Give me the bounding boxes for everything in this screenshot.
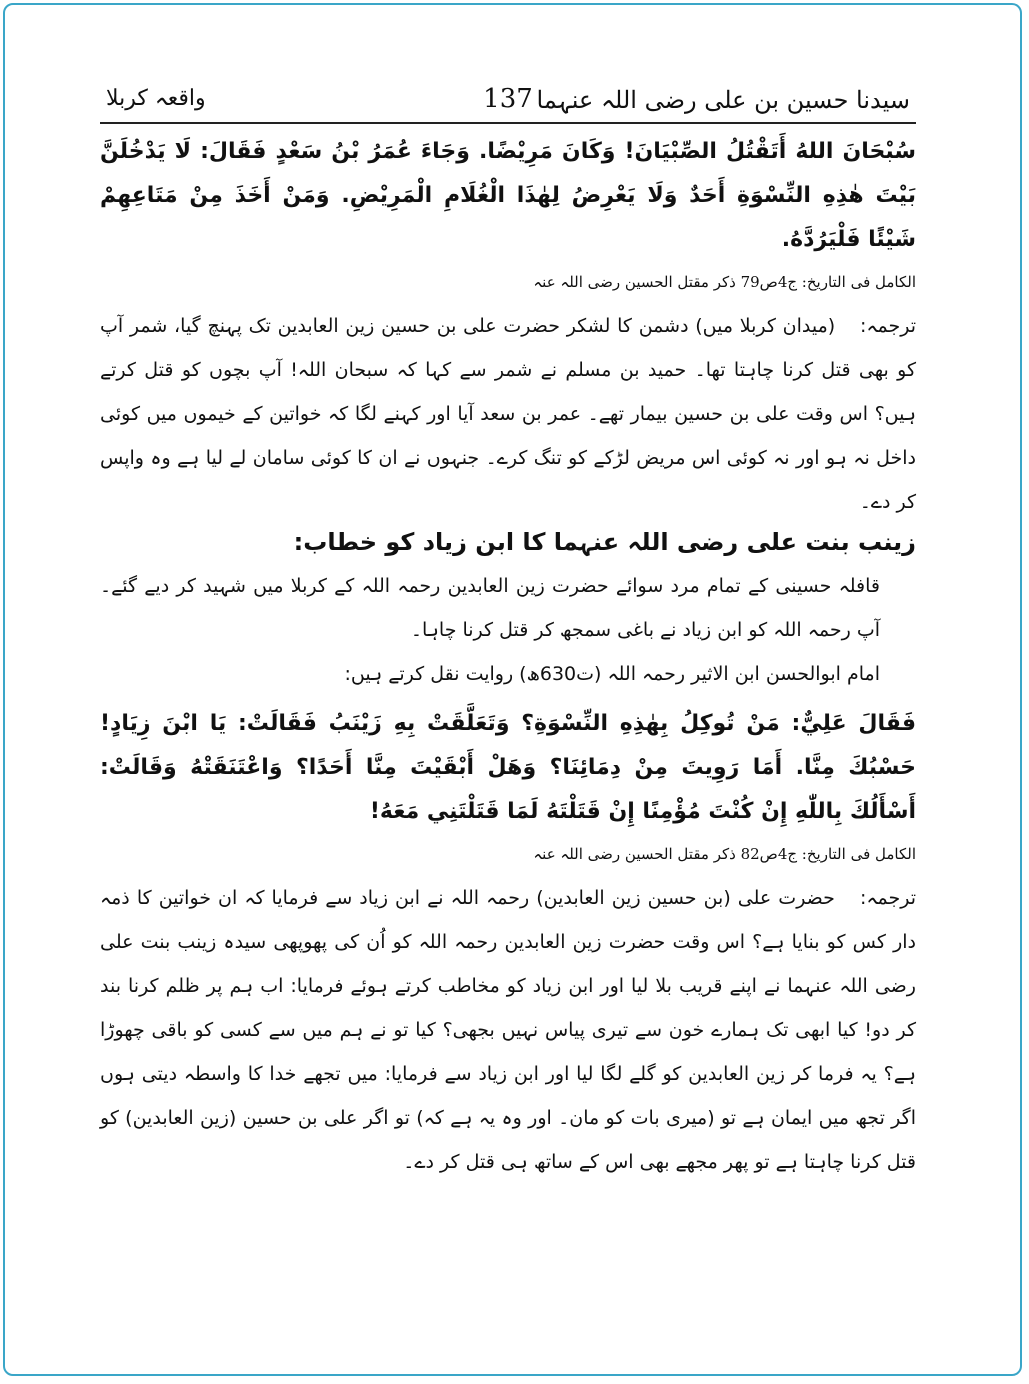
page-content bbox=[100, 80, 916, 1280]
translation-label: ترجمہ: bbox=[859, 315, 916, 337]
reference-2: الکامل فی التاریخ: ج4ص82 ذکر مقتل الحسین رضی اللہ عنہ bbox=[533, 845, 916, 863]
translation-label: ترجمہ: bbox=[859, 887, 916, 909]
running-header bbox=[100, 80, 916, 124]
translation-text: (میدان کربلا میں) دشمن کا لشکر حضرت علی بن حسین زین العابدین تک پہنچ گیا، شمر آپ کو بھی قتل کرنا چاہتا تھا۔ حمید بن مسلم نے شمر سے کہا کہ سبحان اللہ! آپ بچوں کو قتل کرتے ہیں؟ اس وقت علی بن حسین بیمار تھے۔ عمر بن سعد آیا اور کہنے لگا کہ خواتین کے خیموں میں کوئی داخل نہ ہو اور نہ کوئی اس مریض لڑکے کو تنگ کرے۔ جنہوں نے ان کا کوئی سامان لے لیا ہے وہ واپس کر دے۔ bbox=[100, 315, 916, 513]
section-heading: زینب بنت علی رضی اللہ عنہما کا ابن زیاد کو خطاب: bbox=[293, 528, 916, 556]
translation-2 bbox=[100, 876, 916, 1184]
translation-1 bbox=[100, 304, 916, 524]
paragraph-1: قافلہ حسینی کے تمام مرد سوائے حضرت زین العابدین رحمہ اللہ کے کربلا میں شہید کر دیے گئے۔ آپ رحمہ اللہ کو ابن زیاد نے باغی سمجھ کر قتل کرنا چاہا۔ bbox=[100, 575, 880, 641]
reference-1: الکامل فی التاریخ: ج4ص79 ذکر مقتل الحسین رضی اللہ عنہ bbox=[533, 273, 916, 291]
arabic-quote-1: سُبْحَانَ اللهُ أَتَقْتُلُ الصِّبْيَانَ! وَكَانَ مَرِيْضًا. وَجَاءَ عُمَرُ بْنُ سَعْدٍ فَقَالَ: لَا يَدْخُلَنَّ بَيْتَ هٰذِهِ النِّسْوَةِ أَحَدٌ وَلَا يَعْرِضُ لِهٰذَا الْغُلَامِ الْمَرِيْضِ. وَمَنْ أَخَذَ مِنْ مَتَاعِهِمْ شَيْئًا فَلْيَرُدَّهُ. bbox=[100, 139, 916, 252]
header-book-title: سیدنا حسین بن علی رضی اللہ عنہما bbox=[536, 86, 910, 114]
translation-text: حضرت علی (بن حسین زین العابدین) رحمہ اللہ نے ابن زیاد سے فرمایا کہ ان خواتین کا ذمہ دار کس کو بنایا ہے؟ اس وقت حضرت زین العابدین رحمہ اللہ کو اُن کی پھوپھی سیدہ زینب بنت علی رضی اللہ عنہما نے اپنے قریب بلا لیا اور ابن زیاد کو مخاطب کرتے ہوئے فرمایا: اب ہم پر ظلم کرنا بند کر دو! کیا ابھی تک ہمارے خون سے تیری پیاس نہیں بجھی؟ کیا تو نے ہم میں سے کسی کو باقی چھوڑا ہے؟ یہ فرما کر زین العابدین کو گلے لگا لیا اور ابن زیاد سے فرمایا: میں تجھے خدا کا واسطہ دیتی ہوں اگر تجھ میں ایمان ہے تو (میری بات کو مان۔ اور وہ یہ ہے کہ) تو اگر علی بن حسین (زین العابدین) کو قتل کرنا چاہتا ہے تو پھر مجھے بھی اس کے ساتھ ہی قتل کر دے۔ bbox=[100, 887, 916, 1173]
header-chapter-title: واقعہ کربلا bbox=[106, 86, 206, 111]
page-number: 137 bbox=[483, 84, 533, 114]
arabic-quote-2: فَقَالَ عَلِيٌّ: مَنْ تُوكِلُ بِهٰذِهِ النِّسْوَةِ؟ وَتَعَلَّقَتْ بِهِ زَيْنَبُ فَقَالَتْ: يَا ابْنَ زِيَادٍ! حَسْبُكَ مِنَّا. أَمَا رَوِيتَ مِنْ دِمَائِنَا؟ وَهَلْ أَبْقَيْتَ مِنَّا أَحَدًا؟ وَاعْتَنَقَتْهُ وَقَالَتْ: أَسْأَلُكَ بِاللّٰهِ إِنْ كُنْتَ مُؤْمِنًا إِنْ قَتَلْتَهُ لَمَا قَتَلْتَنِي مَعَهُ! bbox=[100, 711, 916, 824]
paragraph-2: امام ابوالحسن ابن الاثیر رحمہ اللہ (ت630ھ) روایت نقل کرتے ہیں: bbox=[344, 663, 880, 685]
